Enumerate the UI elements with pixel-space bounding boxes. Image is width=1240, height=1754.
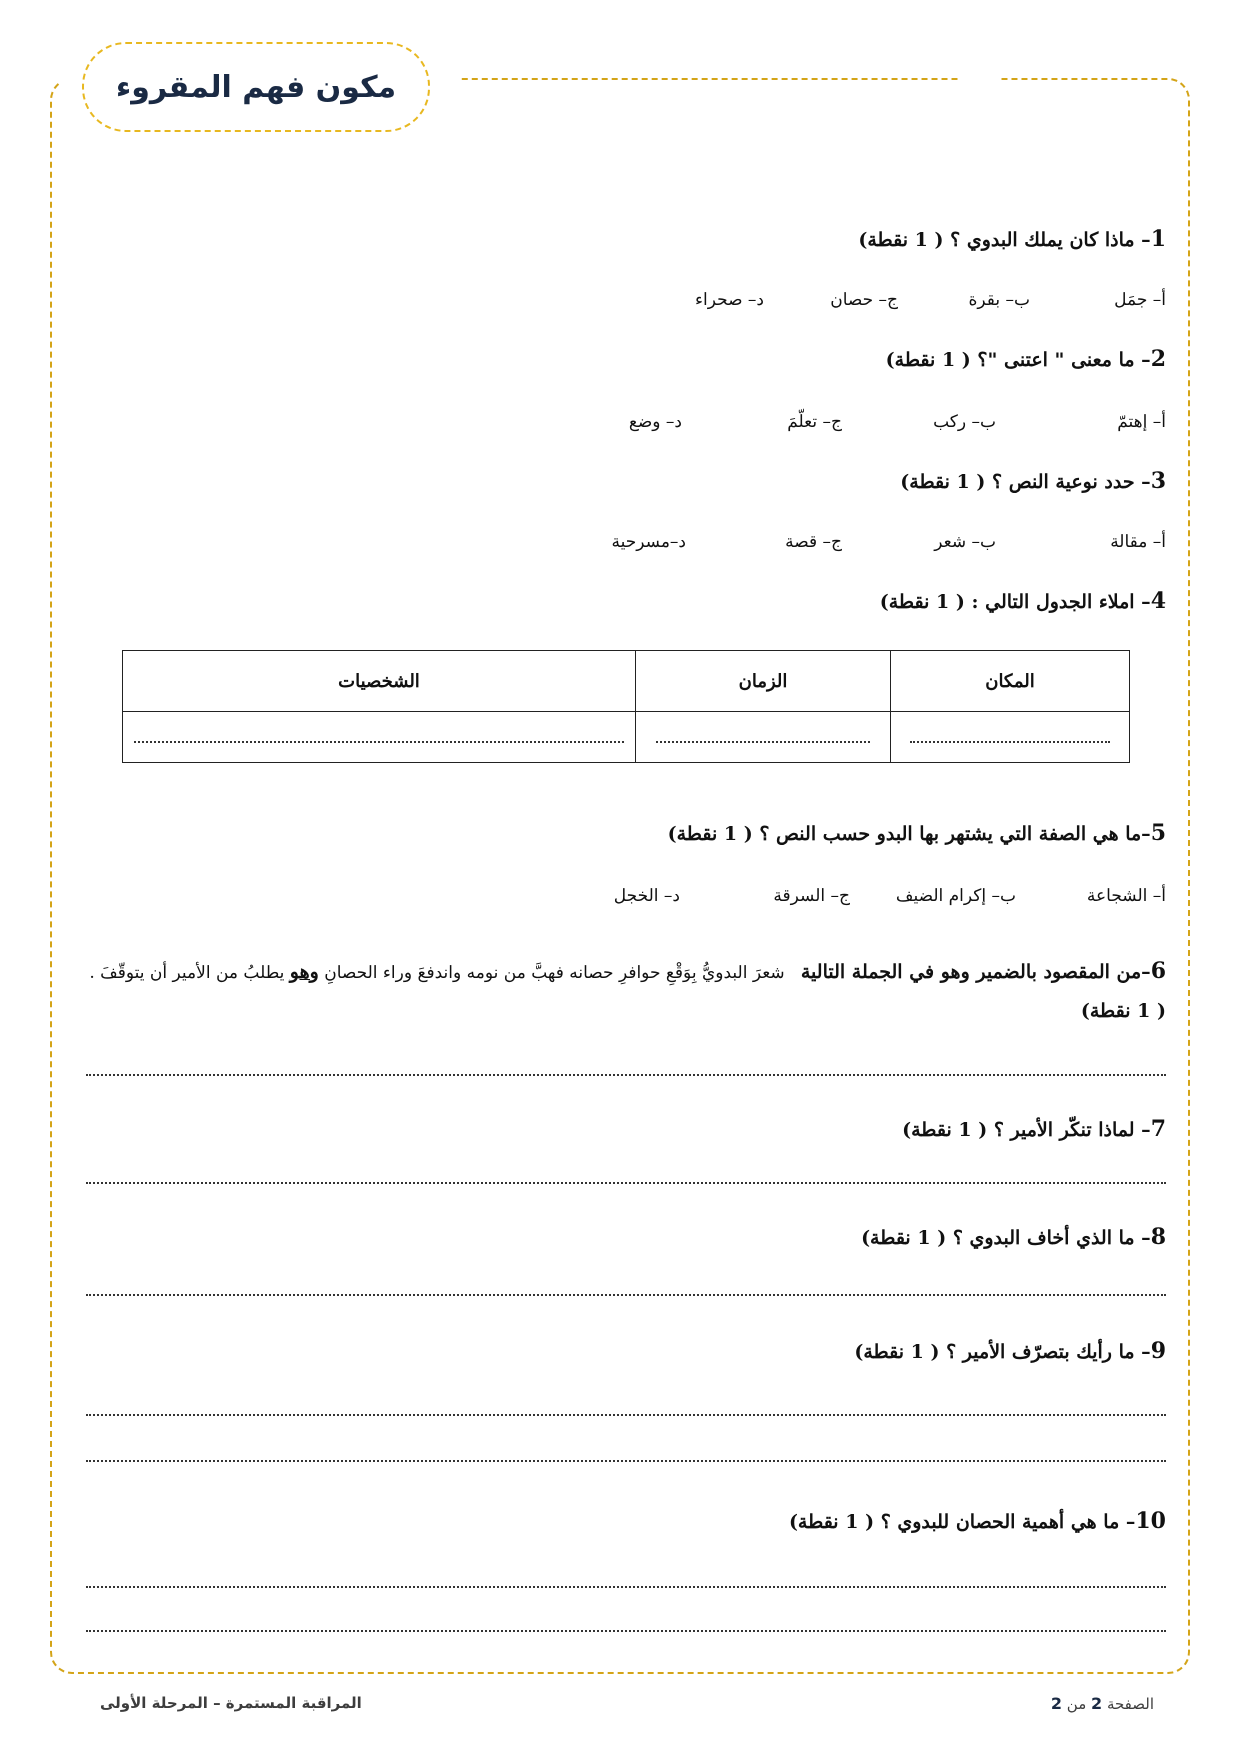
footer-page-number bbox=[1051, 1694, 1154, 1713]
table-cell-characters[interactable] bbox=[123, 712, 636, 763]
question-7 bbox=[86, 1116, 1166, 1142]
option-d[interactable]: د– الخجل bbox=[613, 886, 680, 906]
exam-content bbox=[86, 0, 1166, 1754]
page-of: من bbox=[1066, 1695, 1087, 1713]
options-3 bbox=[86, 532, 1166, 562]
section-title: مكون فهم المقروء bbox=[115, 69, 397, 105]
option-c[interactable]: ج– السرقة bbox=[773, 886, 850, 906]
question-9 bbox=[86, 1338, 1166, 1364]
question-8 bbox=[86, 1224, 1166, 1250]
table-header-place: المكان bbox=[891, 651, 1130, 712]
table-cell-time[interactable] bbox=[636, 712, 891, 763]
options-1 bbox=[86, 290, 1166, 320]
question-points: ( 1 نقطة) bbox=[885, 349, 971, 371]
question-text: – ما هي أهمية الحصان للبدوي ؟ bbox=[880, 1511, 1136, 1533]
question-1 bbox=[86, 226, 1166, 252]
question-4 bbox=[86, 588, 1166, 614]
option-d[interactable]: د– وضع bbox=[628, 412, 682, 432]
question-number: 5 bbox=[1150, 820, 1166, 846]
answer-line-7[interactable] bbox=[86, 1180, 1166, 1184]
question-3 bbox=[86, 468, 1166, 494]
page-label: الصفحة bbox=[1106, 1695, 1154, 1713]
page-current: 2 bbox=[1091, 1694, 1103, 1713]
question-10 bbox=[86, 1508, 1166, 1534]
option-a[interactable]: أ– جمَل bbox=[1114, 290, 1166, 310]
question-number: 8 bbox=[1150, 1224, 1166, 1250]
option-a[interactable]: أ– إهتمّ bbox=[1117, 412, 1166, 432]
question-text: – ماذا كان يملك البدوي ؟ bbox=[950, 229, 1151, 251]
option-a[interactable]: أ– مقالة bbox=[1110, 532, 1166, 552]
question-number: 6 bbox=[1150, 958, 1166, 984]
option-a[interactable]: أ– الشجاعة bbox=[1086, 886, 1166, 906]
question-text: – ما معنى " اعتنى "؟ bbox=[977, 349, 1151, 371]
option-b[interactable]: ب– بقرة bbox=[968, 290, 1030, 310]
table-cell-place[interactable] bbox=[891, 712, 1130, 763]
story-elements-table bbox=[122, 650, 1130, 763]
question-points: ( 1 نقطة) bbox=[1080, 1000, 1166, 1022]
answer-line-6[interactable] bbox=[86, 1072, 1166, 1076]
question-points: ( 1 نقطة) bbox=[879, 591, 965, 613]
option-c[interactable]: ج– قصة bbox=[785, 532, 842, 552]
option-b[interactable]: ب– ركب bbox=[933, 412, 996, 432]
question-points: ( 1 نقطة) bbox=[861, 1227, 947, 1249]
question-number: 4 bbox=[1150, 588, 1166, 614]
quote-part-1: شعرَ البدويُّ بِوَقْعِ حوافرِ حصانه فهبَّ من نومه واندفعَ وراء الحصانِ bbox=[324, 963, 785, 983]
option-c[interactable]: ج– تعلّمَ bbox=[787, 412, 842, 432]
question-2 bbox=[86, 346, 1166, 372]
question-5 bbox=[86, 820, 1166, 846]
question-points: ( 1 نقطة) bbox=[854, 1341, 940, 1363]
question-points: ( 1 نقطة) bbox=[858, 229, 944, 251]
question-points: ( 1 نقطة) bbox=[788, 1511, 875, 1533]
question-number: 9 bbox=[1150, 1338, 1166, 1364]
question-points: ( 1 نقطة) bbox=[902, 1119, 988, 1141]
question-text: – املاء الجدول التالي : bbox=[971, 591, 1151, 613]
question-number: 7 bbox=[1150, 1116, 1166, 1142]
option-b[interactable]: ب– إكرام الضيف bbox=[895, 886, 1016, 906]
question-6 bbox=[86, 952, 1166, 1031]
page-total: 2 bbox=[1050, 1694, 1062, 1713]
question-number: 2 bbox=[1150, 346, 1166, 372]
question-text: – حدد نوعية النص ؟ bbox=[992, 471, 1151, 493]
quote-pronoun: وهو bbox=[289, 961, 319, 983]
answer-line-10b[interactable] bbox=[86, 1628, 1166, 1632]
question-points: ( 1 نقطة) bbox=[667, 823, 753, 845]
question-text: –ما هي الصفة التي يشتهر بها البدو حسب النص ؟ bbox=[759, 823, 1151, 845]
option-d[interactable]: د– صحراء bbox=[695, 290, 764, 310]
options-2 bbox=[86, 412, 1166, 442]
option-b[interactable]: ب– شعر bbox=[934, 532, 996, 552]
question-text: – ما رأيك بتصرّف الأمير ؟ bbox=[946, 1341, 1151, 1363]
question-number: 10 bbox=[1135, 1508, 1166, 1534]
answer-line-8[interactable] bbox=[86, 1292, 1166, 1296]
quote-part-2: يطلبُ من الأمير أن يتوقّفَ . bbox=[89, 963, 285, 983]
question-text: 6–من المقصود بالضمير وهو في الجملة التالية bbox=[800, 958, 1166, 984]
answer-line-9a[interactable] bbox=[86, 1412, 1166, 1416]
question-points: ( 1 نقطة) bbox=[900, 471, 986, 493]
question-text: – لماذا تنكّر الأمير ؟ bbox=[993, 1119, 1151, 1141]
table-header-time: الزمان bbox=[636, 651, 891, 712]
footer-exam-label: المراقبة المستمرة – المرحلة الأولى bbox=[100, 1694, 362, 1712]
question-number: 3 bbox=[1150, 468, 1166, 494]
question-text: – ما الذي أخاف البدوي ؟ bbox=[952, 1227, 1151, 1249]
answer-line-10a[interactable] bbox=[86, 1584, 1166, 1588]
table-header-characters: الشخصيات bbox=[123, 651, 636, 712]
question-number: 1 bbox=[1150, 226, 1166, 252]
option-d[interactable]: د–مسرحية bbox=[611, 532, 686, 552]
options-5 bbox=[86, 886, 1166, 916]
option-c[interactable]: ج– حصان bbox=[830, 290, 898, 310]
answer-line-9b[interactable] bbox=[86, 1458, 1166, 1462]
